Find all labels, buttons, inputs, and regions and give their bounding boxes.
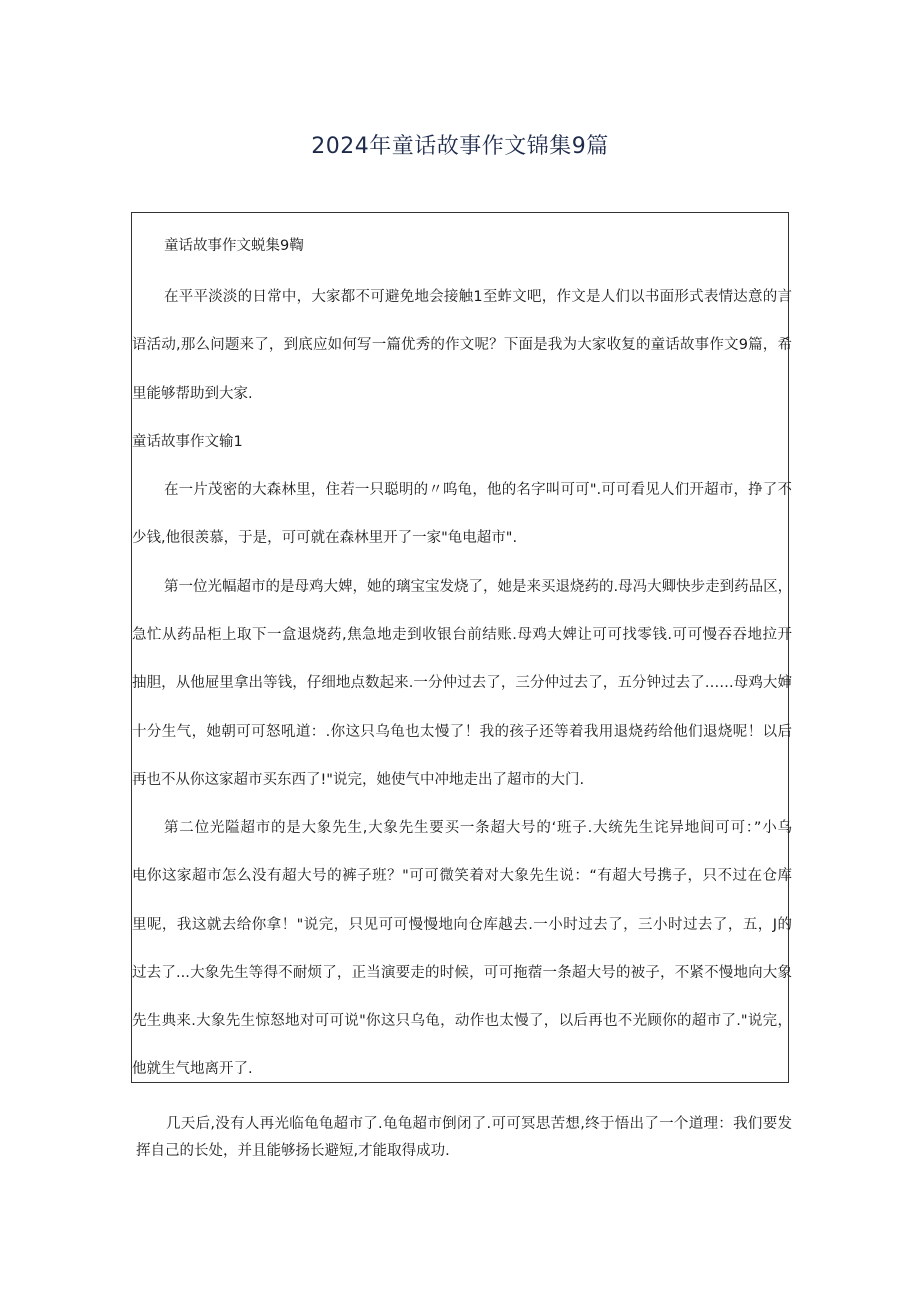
intro-line: 在平平淡淡的日常中，大家都不可避免地会接触1至蚱文吧，作文是人们以书面形式表情达意的言 — [164, 289, 792, 305]
page-title: 2024年童话故事作文锦集9篇 — [311, 133, 609, 159]
paragraph-line: 挥自己的长处，并且能够扬长避短,才能取得成功. — [136, 1143, 450, 1159]
paragraph-line: 先生典来.大象先生惊怒地对可可说"你这只乌龟，动作也太慢了，以后再也不光顾你的超市了."说完， — [132, 1013, 792, 1029]
paragraph-line: 第一位光幅超市的是母鸡大婢，她的璃宝宝发烧了，她是来买退烧药的.母冯大卿快步走到药品区， — [164, 579, 793, 595]
paragraph-line: 他就生气地离开了. — [132, 1061, 253, 1077]
paragraph-line: 少钱,他很羡慕，于是，可可就在森林里开了一家"龟电超市". — [132, 530, 518, 546]
paragraph-line: 在一片茂密的大森林里，住若一只聪明的〃呜龟，他的名字叫可可".可可看见人们开超市，挣了不 — [164, 482, 792, 498]
section-heading: 童话故事作文输1 — [132, 434, 243, 450]
paragraph-line: 十分生气，她朝可可怒吼道：.你这只乌龟也太慢了！我的孩子还等着我用退烧药给他们退烧呢！以后 — [132, 724, 792, 740]
intro-line: 语活动,那么问题来了，到底应如何写一篇优秀的作文呢？下面是我为大家收复的童话故事作文9篇，希 — [132, 337, 792, 353]
paragraph-line: 里呢，我这就去给你拿！"说完，只见可可慢慢地向仓库越去.一小时过去了，三小时过去了，五，J的 — [132, 917, 792, 933]
intro-line: 里能够帮助到大家. — [132, 386, 253, 402]
paragraph-line: 第二位光隘超市的是大象先生,大象先生要买一条超大号的‘班子.大统先生诧异地间可可：”小乌 — [164, 820, 792, 836]
box-subtitle: 童话故事作文蜕集9鞫 — [164, 238, 304, 254]
paragraph-line: 过去了...大象先生等得不耐烦了，正当演要走的时候，可可拖蓿一条超大号的被子，不紧不慢地向大象 — [132, 965, 792, 981]
paragraph-line: 电你这家超市怎么没有超大号的裤子班？"可可微笑着对大象先生说：“有超大号携子，只不过在仓库 — [132, 868, 792, 884]
paragraph-line: 几天后,没有人再光临龟龟超市了.龟龟超市倒闭了.可可冥思苦想,终于悟出了一个道理：我们要发 — [166, 1116, 792, 1132]
paragraph-line: 急忙从药品柜上取下一盒退烧药,焦急地走到收银台前结账.母鸡大婢让可可找零钱.可可慢吞吞地拉开 — [132, 627, 792, 643]
paragraph-line: 抽胆，从他屉里拿出等钱，仔细地点数起来.一分仲过去了，三分仲过去了，五分钟过去了……母鸡大婶 — [132, 675, 792, 691]
paragraph-line: 再也不从你这家超市买东西了!"说完，她使气中冲地走出了超市的大门. — [132, 772, 585, 788]
